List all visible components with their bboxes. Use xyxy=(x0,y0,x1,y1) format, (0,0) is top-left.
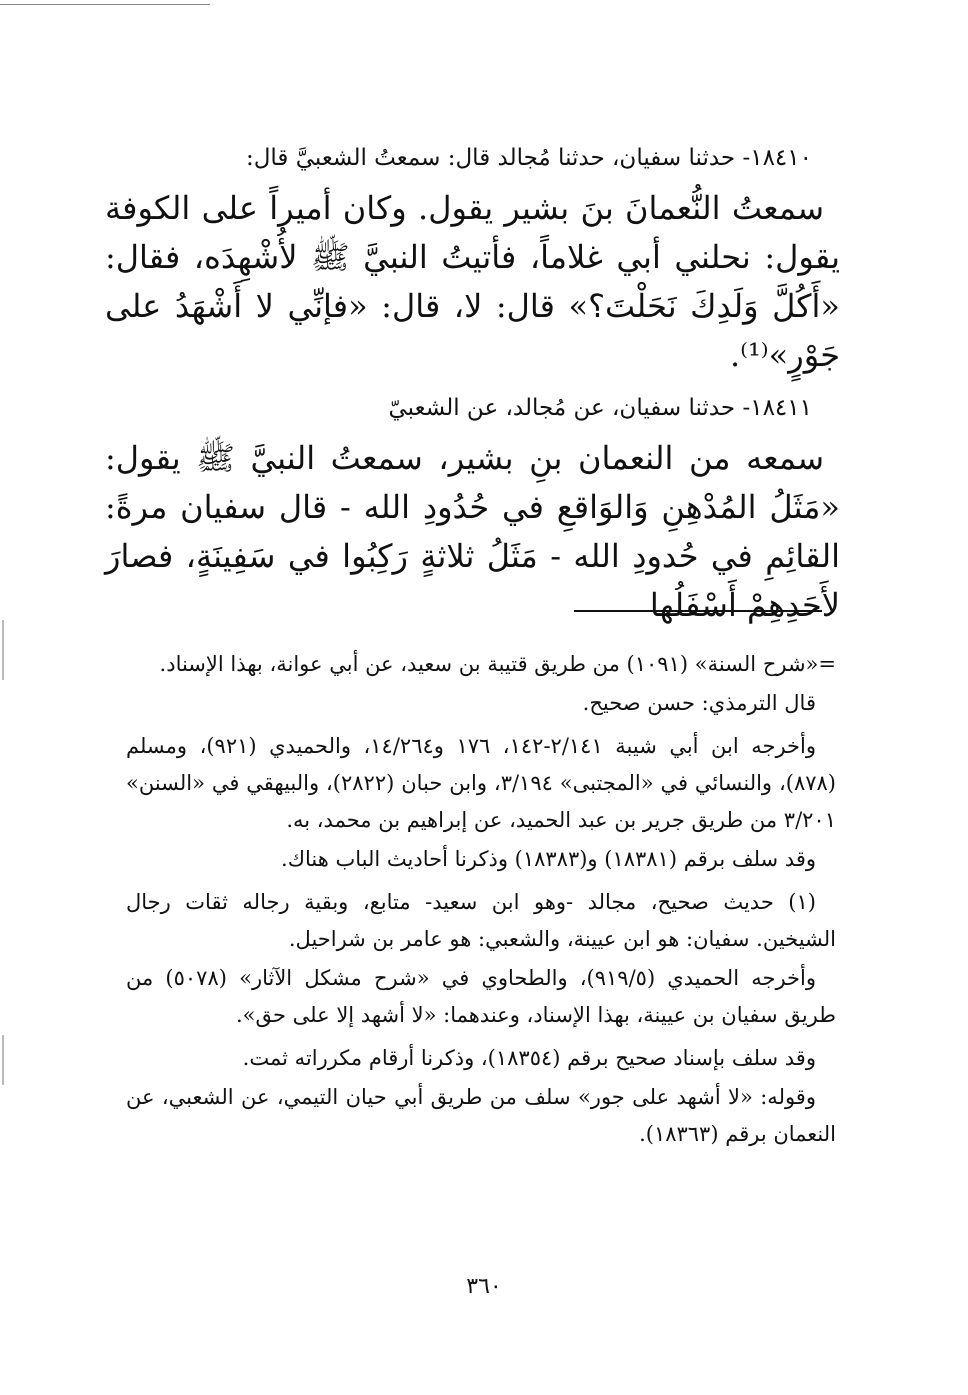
scan-edge-mark xyxy=(2,1035,4,1085)
footnote-paragraph: وقد سلف بإسناد صحيح برقم (١٨٣٥٤)، وذكرنا أرقام مكرراته ثمت. xyxy=(242,1046,816,1070)
hadith-text-18410: سمعتُ النُّعمانَ بنَ بشير يقول. وكان أميراً على الكوفة يقول: نحلني أبي غلاماً، فأتيتُ النبيَّ ﷺ لأُشْهِدَه، فقال: «أَكُلَّ وَلَدِكَ نَحَلْتَ؟» قال: لا، قال: «فإنِّي لا أَشْهَدُ على جَوْرٍ»⁽¹⁾. xyxy=(105,189,840,374)
page-number: ٣٦٠ xyxy=(466,1274,502,1299)
footnote-paragraph: وأخرجه الحميدي (٩١٩/٥)، والطحاوي في «شرح مشكل الآثار» (٥٠٧٨) من طريق سفيان بن عيينة، بهذا الإسناد، وعندهما: «لا أشهد إلا على حق». xyxy=(126,966,836,1027)
hadith-text-18411: سمعه من النعمان بنِ بشير، سمعتُ النبيَّ ﷺ يقول: «مَثَلُ المُدْهِنِ وَالوَاقعِ في حُدُودِ الله - قال سفيان مرةً: القائِمِ في حُدودِ الله - مَثَلُ ثلاثةٍ رَكِبُوا في سَفِينَةٍ، فصارَ لأَحَدِهِمْ أَسْفَلُها xyxy=(105,439,841,624)
footnote-paragraph: وأخرجه ابن أبي شيبة ٢/١٤١-١٤٢، ١٧٦ و١٤/٢٦٤، والحميدي (٩٢١)، ومسلم (٨٧٨)، والنسائي في «المجتبى» ٣/١٩٤، وابن حبان (٢٨٢٢)، والبيهقي في «السنن» ٣/٢٠١ من طريق جرير بن عبد الحميد، عن إبراهيم بن محمد، به. xyxy=(126,734,836,832)
hadith-heading-18411: ١٨٤١١- حدثنا سفيان، عن مُجالد، عن الشعبيّ xyxy=(388,395,812,421)
footnotes xyxy=(126,646,836,1155)
footnote-paragraph: وقد سلف برقم (١٨٣٨١) و(١٨٣٨٣) وذكرنا أحاديث الباب هناك. xyxy=(281,847,816,871)
hadith-heading-18410: ١٨٤١٠- حدثنا سفيان، حدثنا مُجالد قال: سمعتُ الشعبيَّ قال: xyxy=(245,145,812,171)
footnote-paragraph: =«شرح السنة» (١٠٩١) من طريق قتيبة بن سعيد، عن أبي عوانة، بهذا الإسناد. xyxy=(159,652,836,676)
footnote-paragraph: وقوله: «لا أشهد على جور» سلف من طريق أبي حيان التيمي، عن الشعبي، عن النعمان برقم (١٨٣٦٣). xyxy=(126,1085,836,1146)
top-rule xyxy=(0,4,210,5)
main-text xyxy=(105,140,840,630)
scan-edge-mark xyxy=(2,620,4,680)
footnote-separator xyxy=(574,610,822,612)
footnote-paragraph: قال الترمذي: حسن صحيح. xyxy=(582,691,816,715)
footnote-paragraph: (١) حديث صحيح، مجالد -وهو ابن سعيد- متابع، وبقية رجاله ثقات رجال الشيخين. سفيان: هو ابن عيينة، والشعبي: هو عامر بن شراحيل. xyxy=(126,890,836,951)
